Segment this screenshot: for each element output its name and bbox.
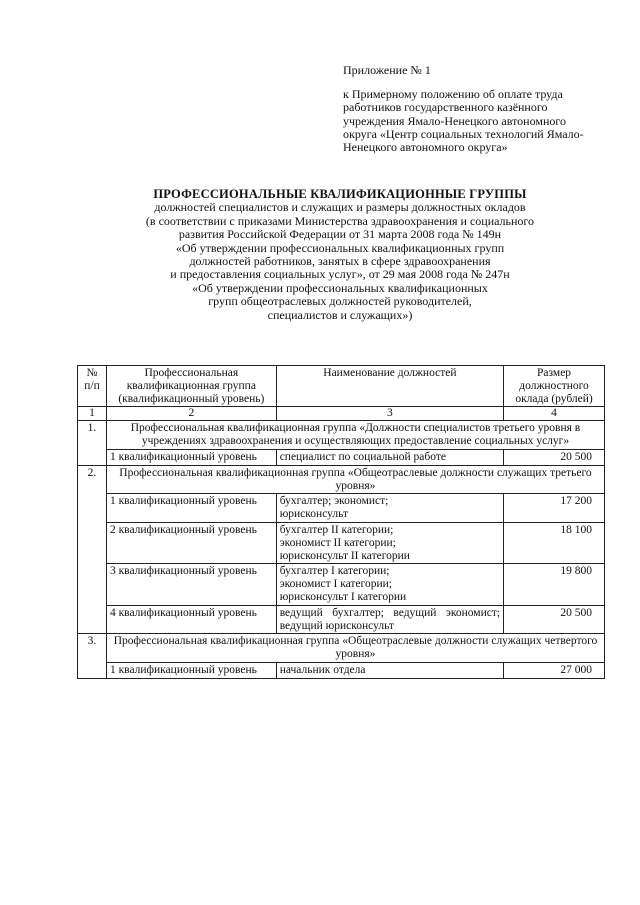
salary-value: 20 500 <box>504 605 605 634</box>
position-name: экономист II категории; <box>279 536 396 549</box>
table-row <box>78 605 605 634</box>
qual-level: 1 квалификационный уровень <box>106 662 276 678</box>
salary-value: 17 200 <box>504 494 605 523</box>
group-row <box>78 634 605 663</box>
salary-value: 20 500 <box>504 449 605 465</box>
position-name: юрисконсульт I категории <box>279 590 407 603</box>
position-cell <box>276 564 503 605</box>
salary-value: 27 000 <box>504 662 605 678</box>
column-number: 3 <box>276 407 503 421</box>
heading-line: специалистов и служащих») <box>267 307 413 322</box>
position-name: экономист I категории; <box>279 578 392 591</box>
position-name: начальник отдела <box>279 663 366 676</box>
appendix-line: работников государственного казённого <box>343 100 548 115</box>
heading-line: групп общеотраслевых должностей руководителей, <box>208 294 472 309</box>
heading-line: (в соответствии с приказами Министерства здравоохранения и социального <box>145 213 535 228</box>
document-title: ПРОФЕССИОНАЛЬНЫЕ КВАЛИФИКАЦИОННЫЕ ГРУППЫ <box>153 187 527 201</box>
header-number: № п/п <box>78 366 107 407</box>
position-name: специалист по социальной работе <box>279 450 446 463</box>
header-salary: Размер должностного оклада (рублей) <box>504 366 605 407</box>
header-qual-group: Профессиональная квалификационная группа (квалификационный уровень) <box>106 366 276 407</box>
heading-line: должностей специалистов и служащих и размеры должностных окладов <box>154 200 526 215</box>
position-name: ведущий бухгалтер; ведущий экономист; ведущий юрисконсульт <box>279 606 501 632</box>
qual-level: 2 квалификационный уровень <box>106 522 276 563</box>
header-position: Наименование должностей <box>276 366 503 407</box>
table-header-row <box>78 366 605 407</box>
position-name: юрисконсульт II категории <box>279 549 410 562</box>
column-number: 2 <box>106 407 276 421</box>
appendix-line: учреждения Ямало-Ненецкого автономного <box>343 113 566 128</box>
position-cell <box>276 522 503 563</box>
appendix-line: Ненецкого автономного округа» <box>343 140 508 155</box>
table-row <box>78 662 605 678</box>
qual-level: 1 квалификационный уровень <box>106 494 276 523</box>
heading-line: «Об утверждении профессиональных квалификационных групп <box>175 240 505 255</box>
table-row <box>78 522 605 563</box>
group-title: Профессиональная квалификационная группа «Общеотраслевые должности служащих четвертого уровня» <box>106 634 604 663</box>
heading-line: развития Российской Федерации от 31 марта 2008 года № 149н <box>178 227 502 242</box>
document-heading <box>110 188 570 322</box>
salary-value: 18 100 <box>504 522 605 563</box>
position-name: бухгалтер II категории; <box>279 523 394 536</box>
position-cell <box>276 449 503 465</box>
appendix-line: к Примерному положению об оплате труда <box>343 87 563 102</box>
position-name: бухгалтер; экономист; <box>279 495 389 508</box>
qual-level: 3 квалификационный уровень <box>106 564 276 605</box>
position-name: юрисконсульт <box>279 508 348 521</box>
table-row <box>78 564 605 605</box>
salary-value: 19 800 <box>504 564 605 605</box>
column-number-row <box>78 407 605 421</box>
column-number: 4 <box>504 407 605 421</box>
salary-table <box>77 365 605 679</box>
group-number: 1. <box>78 421 107 465</box>
appendix-line: округа «Центр социальных технологий Ямало- <box>343 126 584 141</box>
position-name: бухгалтер I категории; <box>279 565 390 578</box>
group-number: 3. <box>78 634 107 678</box>
heading-line: и предоставления социальных услуг», от 29 мая 2008 года № 247н <box>170 267 510 282</box>
column-number: 1 <box>78 407 107 421</box>
qual-level: 4 квалификационный уровень <box>106 605 276 634</box>
heading-line: должностей работников, занятых в сфере здравоохранения <box>189 254 491 269</box>
table-row <box>78 449 605 465</box>
group-title: Профессиональная квалификационная группа «Должности специалистов третьего уровня в учреждениях здравоохранения и осуществляющих предоставление социальных услуг» <box>106 421 604 450</box>
appendix-title: Приложение № 1 <box>343 63 431 77</box>
group-number: 2. <box>78 465 107 634</box>
table-row <box>78 494 605 523</box>
group-row <box>78 465 605 494</box>
position-cell <box>276 494 503 523</box>
group-row <box>78 421 605 450</box>
appendix-block <box>343 64 603 154</box>
position-cell <box>276 605 503 634</box>
group-title: Профессиональная квалификационная группа «Общеотраслевые должности служащих третьего уровня» <box>106 465 604 494</box>
position-cell <box>276 662 503 678</box>
heading-line: «Об утверждении профессиональных квалификационных <box>192 280 488 295</box>
qual-level: 1 квалификационный уровень <box>106 449 276 465</box>
